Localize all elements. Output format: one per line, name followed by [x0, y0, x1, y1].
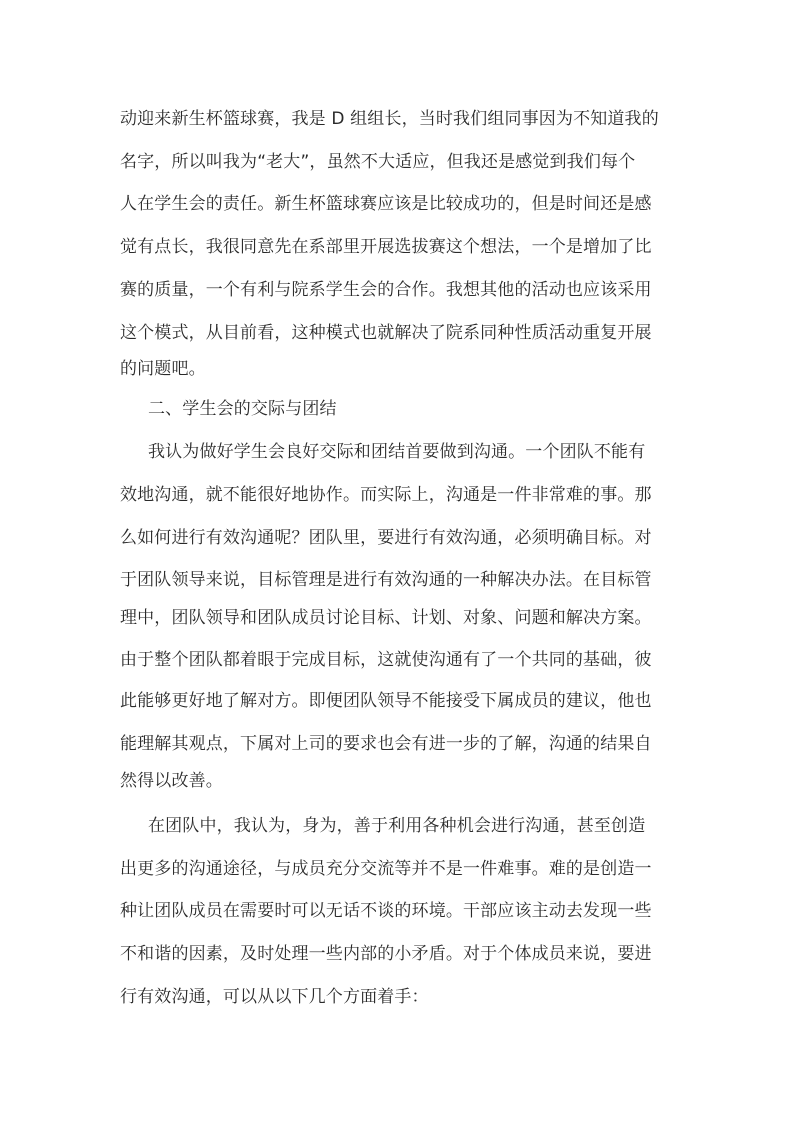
section-heading: 二、学生会的交际与团结 [148, 399, 337, 419]
paragraph-3-line-3: 种让团队成员在需要时可以无话不谈的环境。干部应该主动去发现一些 [120, 901, 652, 921]
paragraph-2-line-8: 能理解其观点，下属对上司的要求也会有进一步的了解，沟通的结果自 [120, 734, 652, 754]
paragraph-3-line-1: 在团队中，我认为，身为，善于利用各种机会进行沟通，甚至创造 [148, 816, 646, 836]
paragraph-1-line-5: 赛的质量，一个有利与院系学生会的合作。我想其他的活动也应该采用 [120, 280, 652, 300]
paragraph-2-line-4: 于团队领导来说，目标管理是进行有效沟通的一种解决办法。在目标管 [120, 570, 652, 590]
paragraph-3-line-2: 出更多的沟通途径，与成员充分交流等并不是一件难事。难的是创造一 [120, 859, 652, 879]
paragraph-2-line-7: 此能够更好地了解对方。即便团队领导不能接受下属成员的建议，他也 [120, 691, 652, 711]
paragraph-2-line-6: 由于整个团队都着眼于完成目标，这就使沟通有了一个共同的基础，彼 [120, 650, 652, 670]
paragraph-1-line-7: 的问题吧。 [120, 359, 206, 379]
paragraph-1-line-3: 人在学生会的责任。新生杯篮球赛应该是比较成功的，但是时间还是感 [120, 194, 652, 214]
paragraph-2-line-2: 效地沟通，就不能很好地协作。而实际上，沟通是一件非常难的事。那 [120, 485, 652, 505]
paragraph-2-line-9: 然得以改善。 [120, 771, 223, 791]
paragraph-1-line-4: 觉有点长，我很同意先在系部里开展选拔赛这个想法，一个是增加了比 [120, 237, 652, 257]
paragraph-2-line-5: 理中，团队领导和团队成员讨论目标、计划、对象、问题和解决方案。 [120, 608, 652, 628]
paragraph-1-line-1: 动迎来新生杯篮球赛，我是 D 组组长，当时我们组同事因为不知道我的 [120, 109, 659, 129]
paragraph-1-line-2: 名字，所以叫我为“老大”，虽然不大适应，但我还是感觉到我们每个 [120, 152, 636, 172]
paragraph-2-line-1: 我认为做好学生会良好交际和团结首要做到沟通。一个团队不能有 [148, 442, 646, 462]
paragraph-2-line-3: 么如何进行有效沟通呢？团队里，要进行有效沟通，必须明确目标。对 [120, 528, 652, 548]
paragraph-1-line-6: 这个模式，从目前看，这种模式也就解决了院系同种性质活动重复开展 [120, 323, 652, 343]
paragraph-3-line-5: 行有效沟通，可以从以下几个方面着手： [120, 987, 429, 1007]
paragraph-3-line-4: 不和谐的因素，及时处理一些内部的小矛盾。对于个体成员来说，要进 [120, 944, 652, 964]
